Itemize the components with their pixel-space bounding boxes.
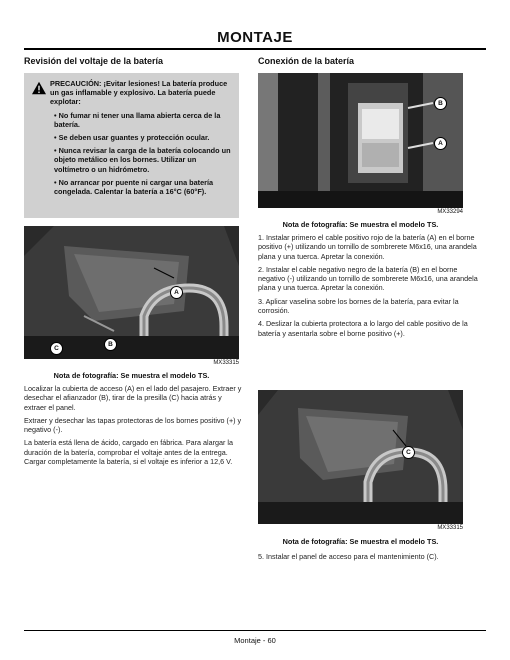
footer-rule	[24, 630, 486, 631]
access-panel-illustration	[258, 390, 463, 524]
paragraph: La batería está llena de ácido, cargado en fábrica. Para alargar la duración de la batería, comprobar el voltaje antes de la entrega. Cargar completamente la batería, si el voltaje es inferior a 12,6 V.	[24, 438, 233, 467]
warning-icon	[31, 81, 47, 95]
page-title: MONTAJE	[217, 29, 293, 46]
step: 4. Deslizar la cubierta protectora a lo largo del cable positivo de la batería y asentarla sobre el borne positivo (+).	[258, 319, 468, 338]
photo-id: MX33315	[437, 525, 463, 531]
right-column	[258, 56, 486, 72]
battery-voltage-heading: Revisión del voltaje de la batería	[24, 56, 164, 66]
step: 2. Instalar el cable negativo negro de la batería (B) en el borne negativo (-) utilizando un tornillo de sombrerete M6x16, una arandela plana y una tuerca. Apretar la conexión.	[258, 264, 478, 293]
photo-id: MX33294	[437, 209, 463, 215]
access-cover-illustration	[24, 226, 239, 359]
photo-caption: Nota de fotografía: Se muestra el modelo TS.	[282, 537, 439, 546]
callout-a: A	[170, 286, 183, 299]
access-cover-photo	[24, 226, 239, 359]
caution-box	[24, 73, 239, 218]
left-column	[24, 56, 239, 72]
callout-a: A	[434, 137, 447, 150]
caution-item: • No arrancar por puente ni cargar una batería congelada. Calentar la batería a 16°C (60°F).	[54, 177, 214, 197]
caution-item: • Nunca revisar la carga de la batería colocando un objeto metálico en los bornes. Utilizar un voltímetro o un hidrómetro.	[54, 146, 231, 174]
step-5: 5. Instalar el panel de acceso para el mantenimiento (C).	[258, 552, 439, 561]
right-body	[258, 233, 486, 342]
paragraph: Localizar la cubierta de acceso (A) en el lado del pasajero. Extraer y desechar el afianzador (B), tirar de la presilla (C) hacia atrás y extraer el panel.	[24, 384, 242, 412]
step: 1. Instalar primero el cable positivo rojo de la batería (A) en el borne positivo (+) utilizando un tornillo de sombrerete M6x16, una arandela plana y una tuerca. Apretar la conexión.	[258, 233, 477, 261]
callout-b: B	[434, 97, 447, 110]
caution-item: • No fumar ni tener una llama abierta cerca de la batería.	[54, 110, 221, 129]
battery-illustration	[258, 73, 463, 208]
battery-photo	[258, 73, 463, 208]
step: 3. Aplicar vaselina sobre los bornes de la batería, para evitar la corrosión.	[258, 296, 459, 316]
page-footer: Montaje - 60	[234, 636, 276, 645]
photo-caption: Nota de fotografía: Se muestra el modelo TS.	[53, 371, 210, 380]
callout-c: C	[50, 342, 63, 355]
paragraph: Extraer y desechar las tapas protectoras de los bornes positivo (+) y negativo (-).	[24, 415, 242, 435]
callout-b: B	[104, 338, 117, 351]
callout-c: C	[402, 446, 415, 459]
caution-item: • Se deben usar guantes y protección ocular.	[54, 133, 210, 143]
photo-caption: Nota de fotografía: Se muestra el modelo TS.	[282, 220, 439, 229]
title-rule	[24, 48, 486, 50]
battery-connection-heading: Conexión de la batería	[258, 56, 355, 66]
access-panel-photo	[258, 390, 463, 524]
photo-id: MX33315	[213, 360, 239, 366]
left-body	[24, 384, 242, 470]
caution-lead: PRECAUCIÓN: ¡Evitar lesiones! La batería produce un gas inflamable y explosivo. La batería puede explotar:	[50, 79, 228, 107]
